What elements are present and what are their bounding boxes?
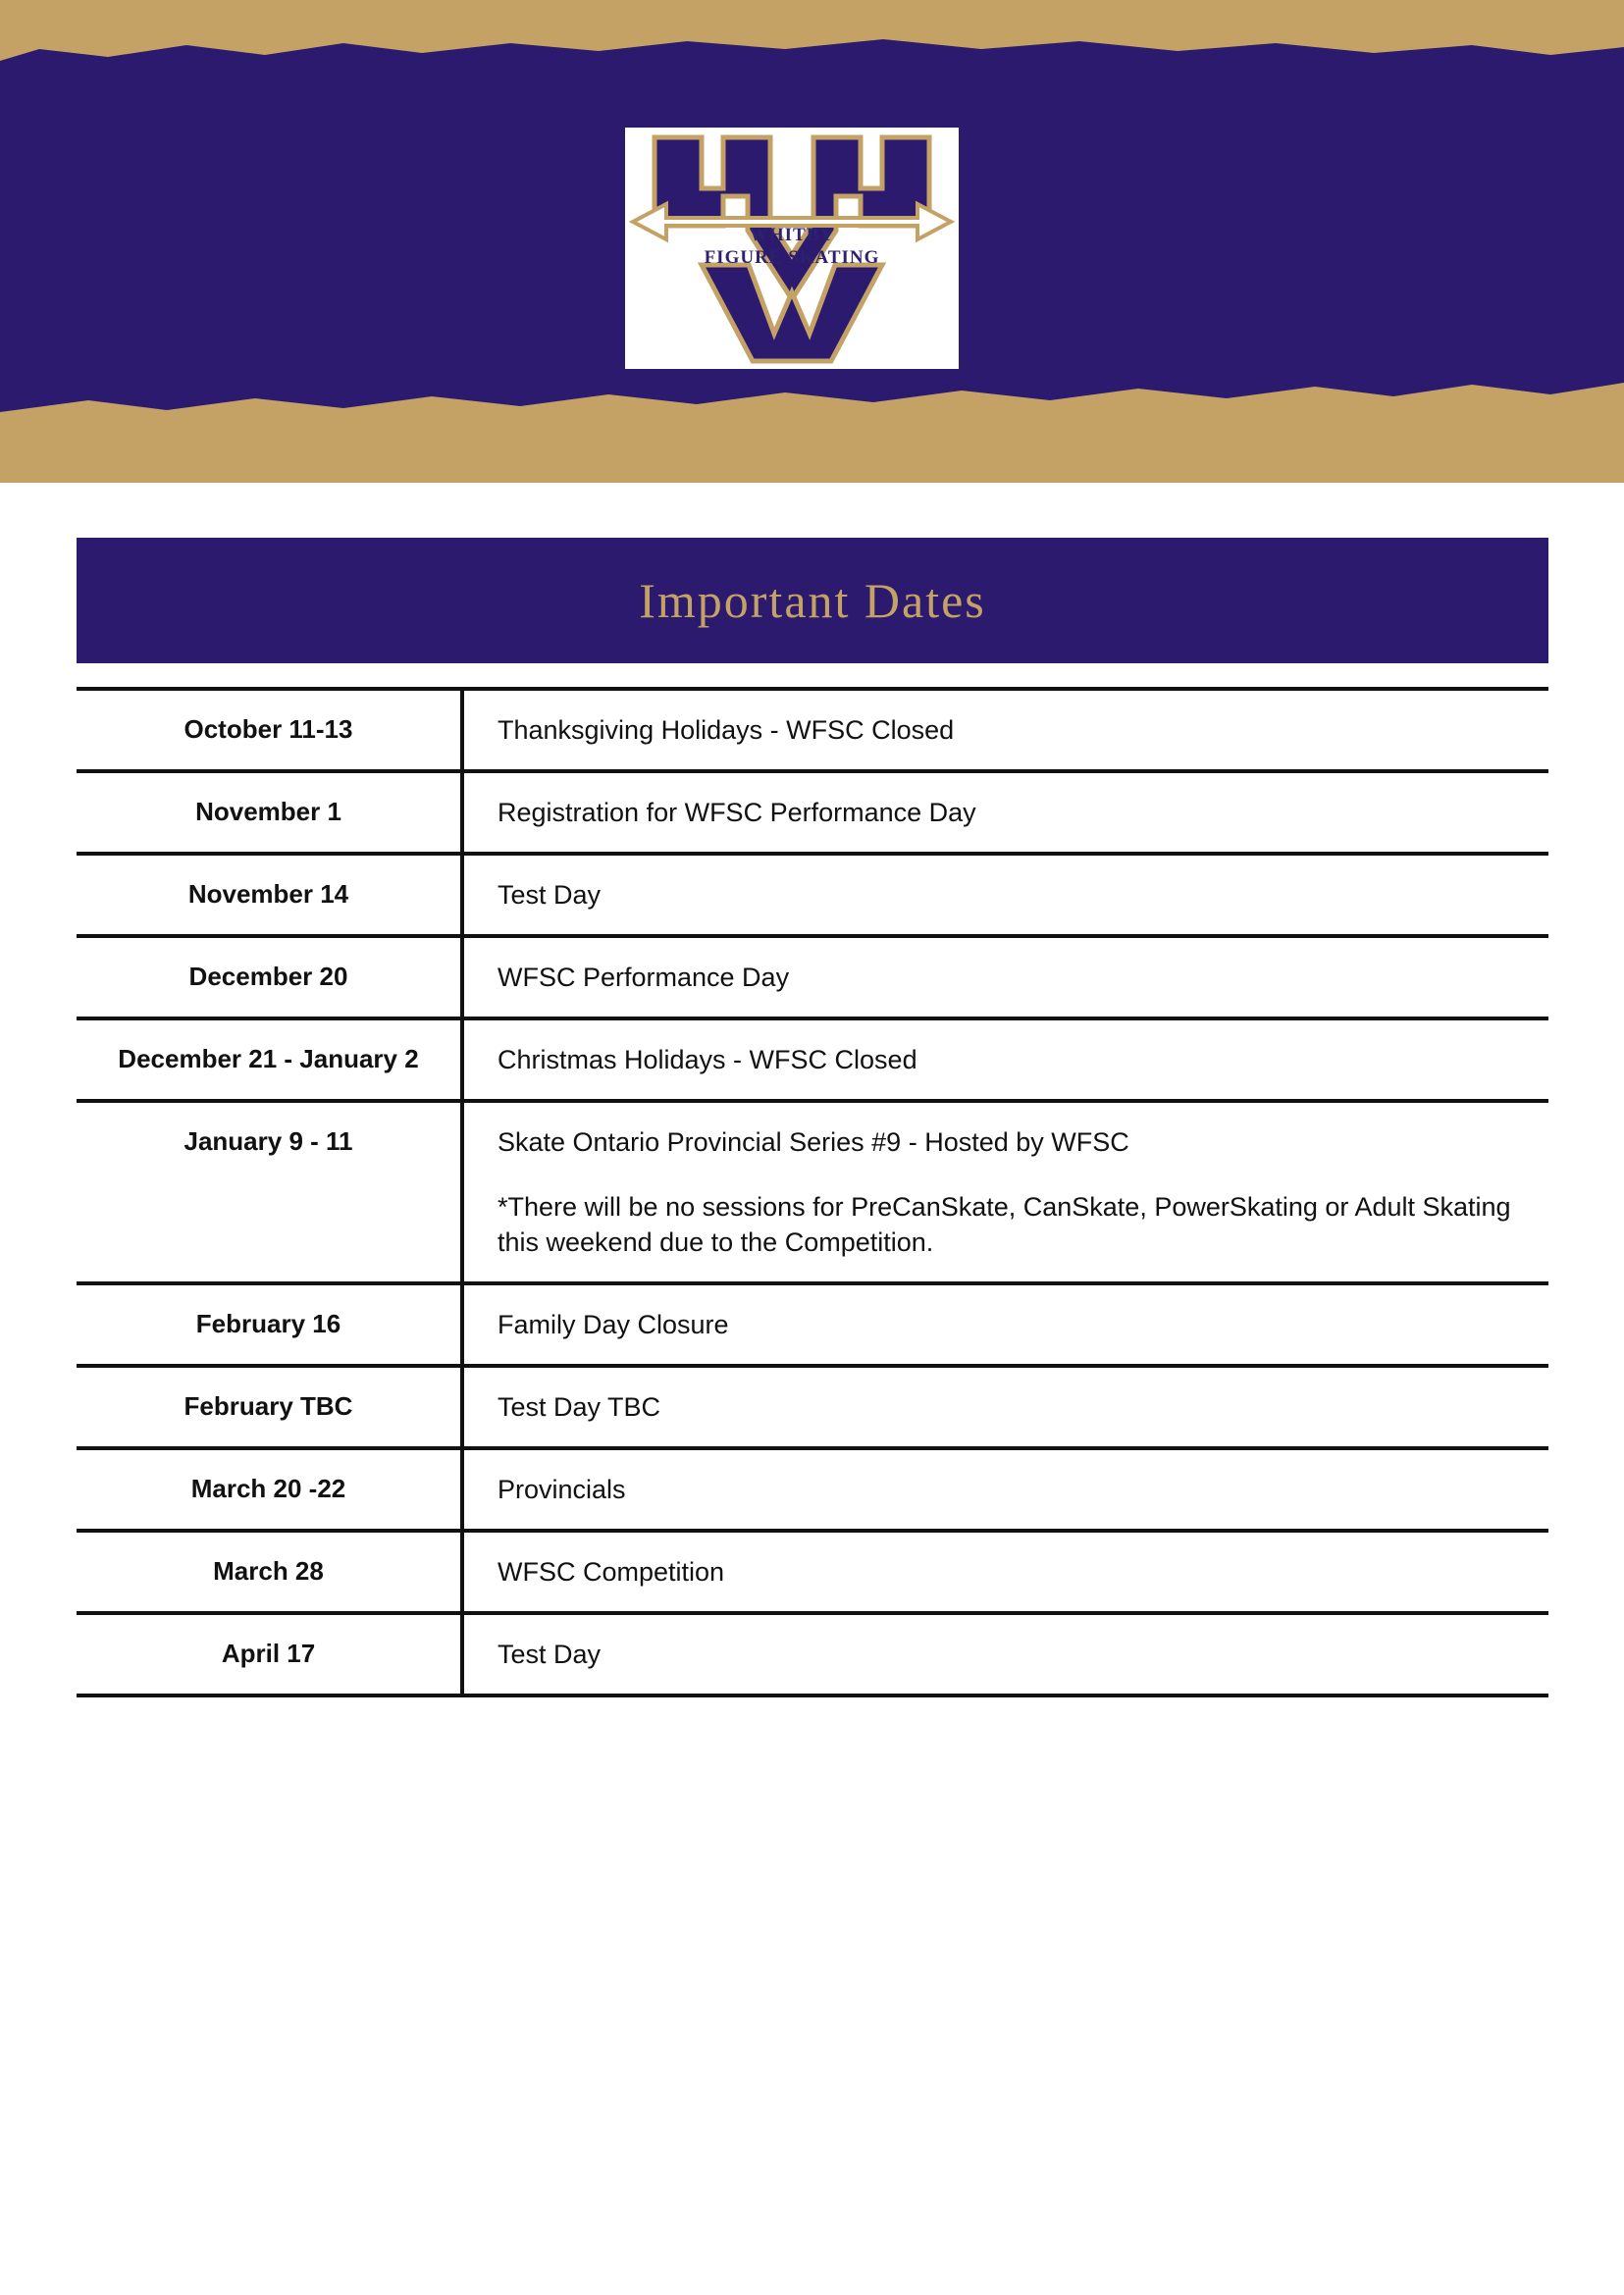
date-cell: December 21 - January 2 bbox=[77, 1018, 462, 1101]
description-text: Provincials bbox=[498, 1475, 626, 1504]
table-row bbox=[77, 771, 1548, 854]
table-row bbox=[77, 854, 1548, 936]
logo-container bbox=[625, 128, 959, 369]
date-cell: December 20 bbox=[77, 936, 462, 1018]
description-cell bbox=[462, 1366, 1548, 1448]
table-row bbox=[77, 936, 1548, 1018]
logo-wordmark bbox=[625, 224, 959, 269]
date-cell: March 28 bbox=[77, 1531, 462, 1613]
description-text: Christmas Holidays - WFSC Closed bbox=[498, 1045, 917, 1074]
description-text: Registration for WFSC Performance Day bbox=[498, 798, 976, 827]
logo-line-2: FIGURE SKATING bbox=[704, 247, 880, 268]
description-cell bbox=[462, 1531, 1548, 1613]
description-text: WFSC Performance Day bbox=[498, 963, 790, 992]
description-cell bbox=[462, 771, 1548, 854]
table-row bbox=[77, 1018, 1548, 1101]
description-note: *There will be no sessions for PreCanSkate, CanSkate, PowerSkating or Adult Skating this weekend due to the Competition. bbox=[498, 1192, 1511, 1257]
table-row bbox=[77, 1101, 1548, 1283]
table-row bbox=[77, 1448, 1548, 1531]
description-cell bbox=[462, 689, 1548, 771]
description-cell bbox=[462, 1613, 1548, 1695]
description-cell bbox=[462, 1101, 1548, 1283]
date-cell: February TBC bbox=[77, 1366, 462, 1448]
description-text: Family Day Closure bbox=[498, 1310, 729, 1339]
description-text: Thanksgiving Holidays - WFSC Closed bbox=[498, 715, 955, 745]
description-text: Test Day bbox=[498, 1640, 602, 1669]
date-cell: November 14 bbox=[77, 854, 462, 936]
description-cell bbox=[462, 1018, 1548, 1101]
logo-line-1: WHITBY bbox=[749, 225, 835, 245]
date-cell: November 1 bbox=[77, 771, 462, 854]
important-dates-table bbox=[77, 687, 1548, 1697]
description-text: WFSC Competition bbox=[498, 1557, 725, 1587]
date-cell: October 11-13 bbox=[77, 689, 462, 771]
description-cell bbox=[462, 1283, 1548, 1366]
table-row bbox=[77, 1531, 1548, 1613]
table-row bbox=[77, 689, 1548, 771]
table-row bbox=[77, 1283, 1548, 1366]
date-cell: April 17 bbox=[77, 1613, 462, 1695]
description-cell bbox=[462, 1448, 1548, 1531]
date-cell: March 20 -22 bbox=[77, 1448, 462, 1531]
description-text: Test Day bbox=[498, 880, 602, 910]
description-text: Skate Ontario Provincial Series #9 - Hosted by WFSC bbox=[498, 1127, 1129, 1157]
page-header-banner bbox=[0, 0, 1624, 483]
description-cell bbox=[462, 936, 1548, 1018]
table-row bbox=[77, 1613, 1548, 1695]
date-cell: January 9 - 11 bbox=[77, 1101, 462, 1283]
date-cell: February 16 bbox=[77, 1283, 462, 1366]
important-dates-title-bar bbox=[77, 538, 1548, 663]
table-row bbox=[77, 1366, 1548, 1448]
table-body bbox=[77, 689, 1548, 1695]
page-title: Important Dates bbox=[639, 573, 986, 628]
description-text: Test Day TBC bbox=[498, 1392, 661, 1422]
description-cell bbox=[462, 854, 1548, 936]
